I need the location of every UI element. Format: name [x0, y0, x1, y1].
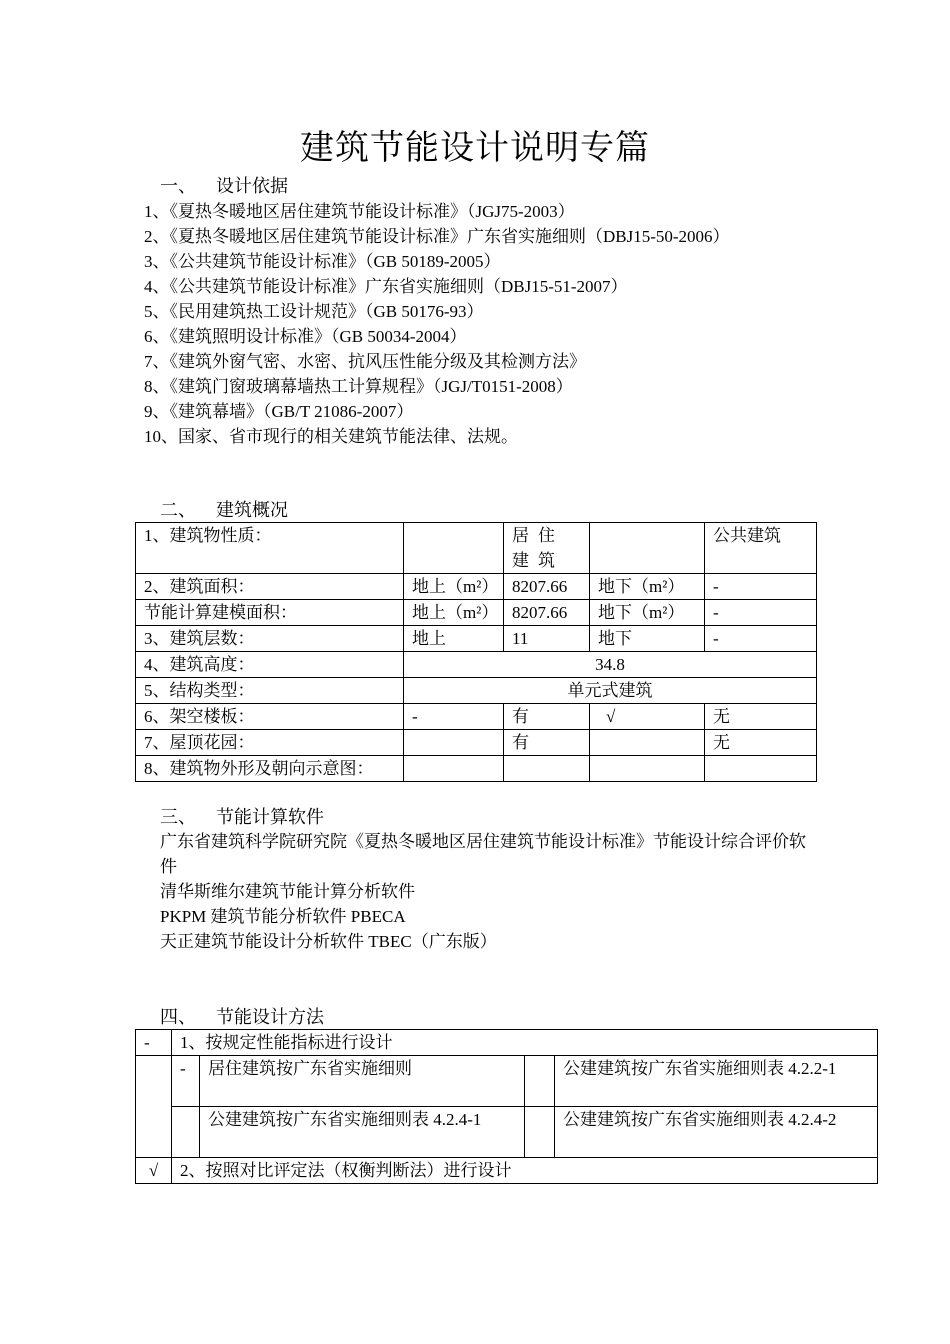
reference-item: 8、《建筑门窗玻璃幕墙热工计算规程》（JGJ/T0151-2008） — [144, 377, 573, 396]
sub-option-mark — [525, 1107, 555, 1158]
table-cell: - — [705, 626, 817, 652]
checkmark-cell: √ — [590, 704, 705, 730]
software-list — [160, 829, 820, 954]
section-1-number: 一、 — [160, 176, 196, 196]
software-item: PKPM 建筑节能分析软件 PBECA — [160, 907, 406, 926]
table-cell: 34.8 — [404, 652, 817, 678]
table-row — [136, 1158, 878, 1184]
table-cell: 单元式建筑 — [404, 678, 817, 704]
table-cell: 地上（m²） — [404, 600, 504, 626]
table-cell: 地上 — [404, 626, 504, 652]
section-2-number: 二、 — [160, 500, 196, 520]
section-2-heading — [160, 498, 288, 522]
table-row — [136, 730, 817, 756]
section-4-heading — [160, 1005, 324, 1029]
building-overview-table — [135, 522, 817, 782]
sub-option-mark — [525, 1056, 555, 1107]
section-4-title: 节能设计方法 — [216, 1007, 324, 1027]
row-label: 6、架空楼板： — [136, 704, 404, 730]
reference-item: 3、《公共建筑节能设计标准》（GB 50189-2005） — [144, 252, 501, 271]
table-cell: 无 — [705, 730, 817, 756]
table-cell — [705, 756, 817, 782]
sub-option-mark: - — [172, 1056, 200, 1107]
table-cell: 11 — [504, 626, 590, 652]
row-label: 3、建筑层数： — [136, 626, 404, 652]
design-method-table — [135, 1029, 878, 1184]
reference-item: 4、《公共建筑节能设计标准》广东省实施细则（DBJ15-51-2007） — [144, 277, 628, 296]
table-row — [136, 1056, 878, 1107]
table-row — [136, 1030, 878, 1056]
reference-item: 10、国家、省市现行的相关建筑节能法律、法规。 — [144, 427, 518, 446]
section-1-heading — [160, 174, 288, 198]
table-row — [136, 574, 817, 600]
table-cell: 公共建筑 — [705, 523, 817, 574]
row-label: 5、结构类型： — [136, 678, 404, 704]
table-cell: - — [705, 600, 817, 626]
reference-item: 5、《民用建筑热工设计规范》（GB 50176-93） — [144, 302, 484, 321]
table-row — [136, 600, 817, 626]
software-item: 清华斯维尔建筑节能计算分析软件 — [160, 882, 415, 901]
software-item: 广东省建筑科学院研究院《夏热冬暖地区居住建筑节能设计标准》节能设计综合评价软件 — [160, 832, 806, 876]
table-cell — [590, 523, 705, 574]
table-cell: - — [404, 704, 504, 730]
reference-list — [144, 199, 730, 449]
table-cell: 有 — [504, 730, 590, 756]
table-row — [136, 756, 817, 782]
sub-option-label: 公建建筑按广东省实施细则表 4.2.2-1 — [555, 1056, 878, 1107]
row-label: 1、建筑物性质： — [136, 523, 404, 574]
sub-option-label: 公建建筑按广东省实施细则表 4.2.4-2 — [555, 1107, 878, 1158]
table-cell — [136, 1056, 172, 1158]
reference-item: 2、《夏热冬暖地区居住建筑节能设计标准》广东省实施细则（DBJ15-50-2006） — [144, 227, 730, 246]
sub-option-label: 居住建筑按广东省实施细则 — [200, 1056, 525, 1107]
table-cell: 8207.66 — [504, 574, 590, 600]
reference-item: 9、《建筑幕墙》（GB/T 21086-2007） — [144, 402, 414, 421]
table-cell: 有 — [504, 704, 590, 730]
section-1-title: 设计依据 — [216, 176, 288, 196]
table-cell: 地下 — [590, 626, 705, 652]
row-label: 8、建筑物外形及朝向示意图： — [136, 756, 404, 782]
table-row — [136, 678, 817, 704]
table-cell — [404, 523, 504, 574]
row-label: 2、建筑面积： — [136, 574, 404, 600]
table-cell: 地上（m²） — [404, 574, 504, 600]
table-row — [136, 704, 817, 730]
section-4-number: 四、 — [160, 1007, 196, 1027]
table-row — [136, 523, 817, 574]
row-label: 节能计算建模面积： — [136, 600, 404, 626]
table-row — [136, 626, 817, 652]
table-row — [136, 652, 817, 678]
reference-item: 1、《夏热冬暖地区居住建筑节能设计标准》（JGJ75-2003） — [144, 202, 575, 221]
reference-item: 7、《建筑外窗气密、水密、抗风压性能分级及其检测方法》 — [144, 352, 586, 371]
table-cell: 地下（m²） — [590, 574, 705, 600]
section-3-title: 节能计算软件 — [216, 807, 324, 827]
section-3-number: 三、 — [160, 807, 196, 827]
software-item: 天正建筑节能设计分析软件 TBEC（广东版） — [160, 932, 497, 951]
table-cell — [504, 756, 590, 782]
document-title: 建筑节能设计说明专篇 — [300, 130, 650, 167]
table-cell: 无 — [705, 704, 817, 730]
method-2-mark: √ — [136, 1158, 172, 1184]
method-1-mark: - — [136, 1030, 172, 1056]
section-3-heading — [160, 805, 324, 829]
row-label: 4、建筑高度： — [136, 652, 404, 678]
table-row — [136, 1107, 878, 1158]
table-cell — [590, 730, 705, 756]
sub-option-mark — [172, 1107, 200, 1158]
table-cell: 地下（m²） — [590, 600, 705, 626]
table-cell — [404, 756, 504, 782]
reference-item: 6、《建筑照明设计标准》（GB 50034-2004） — [144, 327, 467, 346]
table-cell: 8207.66 — [504, 600, 590, 626]
row-label: 7、屋顶花园： — [136, 730, 404, 756]
table-cell — [404, 730, 504, 756]
method-1-label: 1、按规定性能指标进行设计 — [172, 1030, 878, 1056]
table-cell — [590, 756, 705, 782]
table-cell: 居住建筑 — [504, 523, 590, 574]
section-2-title: 建筑概况 — [216, 500, 288, 520]
sub-option-label: 公建建筑按广东省实施细则表 4.2.4-1 — [200, 1107, 525, 1158]
table-cell: - — [705, 574, 817, 600]
method-2-label: 2、按照对比评定法（权衡判断法）进行设计 — [172, 1158, 878, 1184]
